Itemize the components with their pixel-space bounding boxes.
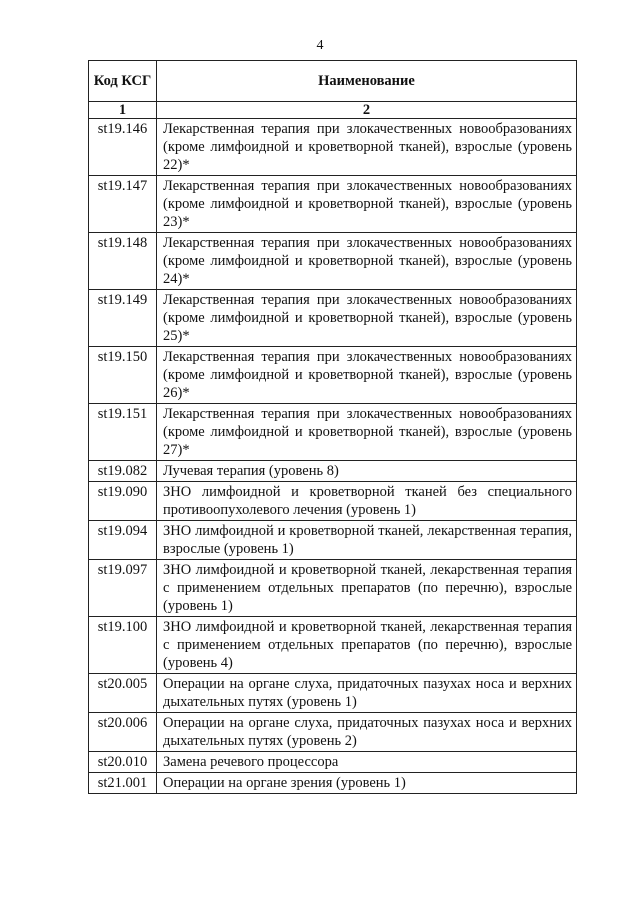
row-name: Операции на органе слуха, придаточных пазухах носа и верхних дыхательных путях (уровень 1) (157, 674, 577, 713)
row-name: ЗНО лимфоидной и кроветворной тканей, лекарственная терапия с применением отдельных препаратов (по перечню), взрослые (уровень 4) (157, 617, 577, 674)
column-number: 2 (157, 102, 577, 119)
table-row (89, 347, 577, 404)
row-name: Лекарственная терапия при злокачественных новообразованиях (кроме лимфоидной и кроветворной тканей), взрослые (уровень 25)* (157, 290, 577, 347)
table-row (89, 521, 577, 560)
row-name: Лекарственная терапия при злокачественных новообразованиях (кроме лимфоидной и кроветворной тканей), взрослые (уровень 22)* (157, 119, 577, 176)
row-code: st19.148 (89, 233, 157, 290)
row-code: st19.082 (89, 461, 157, 482)
table-row (89, 233, 577, 290)
row-name: Операции на органе слуха, придаточных пазухах носа и верхних дыхательных путях (уровень 2) (157, 713, 577, 752)
table-row (89, 617, 577, 674)
row-code: st19.150 (89, 347, 157, 404)
table-row (89, 674, 577, 713)
row-code: st19.146 (89, 119, 157, 176)
row-name: Лекарственная терапия при злокачественных новообразованиях (кроме лимфоидной и кроветворной тканей), взрослые (уровень 23)* (157, 176, 577, 233)
row-name: Лекарственная терапия при злокачественных новообразованиях (кроме лимфоидной и кроветворной тканей), взрослые (уровень 26)* (157, 347, 577, 404)
row-name: Лучевая терапия (уровень 8) (157, 461, 577, 482)
column-number: 1 (89, 102, 157, 119)
table-row (89, 176, 577, 233)
table-row (89, 290, 577, 347)
row-name: ЗНО лимфоидной и кроветворной тканей без специального противоопухолевого лечения (уровень 1) (157, 482, 577, 521)
row-name: ЗНО лимфоидной и кроветворной тканей, лекарственная терапия с применением отдельных препаратов (по перечню), взрослые (уровень 1) (157, 560, 577, 617)
table-row (89, 752, 577, 773)
row-code: st19.100 (89, 617, 157, 674)
row-code: st20.006 (89, 713, 157, 752)
row-code: st19.094 (89, 521, 157, 560)
page-number: 4 (316, 38, 324, 53)
table-header-row (89, 61, 577, 102)
table-row (89, 404, 577, 461)
table-row (89, 461, 577, 482)
table-row (89, 713, 577, 752)
header-name: Наименование (157, 61, 577, 102)
row-name: Лекарственная терапия при злокачественных новообразованиях (кроме лимфоидной и кроветворной тканей), взрослые (уровень 24)* (157, 233, 577, 290)
row-code: st20.010 (89, 752, 157, 773)
table-row (89, 773, 577, 794)
row-name: Лекарственная терапия при злокачественных новообразованиях (кроме лимфоидной и кроветворной тканей), взрослые (уровень 27)* (157, 404, 577, 461)
column-number-row (89, 102, 577, 119)
table-row (89, 482, 577, 521)
row-code: st19.097 (89, 560, 157, 617)
row-code: st19.151 (89, 404, 157, 461)
row-code: st19.149 (89, 290, 157, 347)
row-code: st20.005 (89, 674, 157, 713)
row-name: Операции на органе зрения (уровень 1) (157, 773, 577, 794)
header-code: Код КСГ (89, 61, 157, 102)
row-name: Замена речевого процессора (157, 752, 577, 773)
row-name: ЗНО лимфоидной и кроветворной тканей, лекарственная терапия, взрослые (уровень 1) (157, 521, 577, 560)
ksg-table (88, 60, 577, 794)
row-code: st19.090 (89, 482, 157, 521)
row-code: st19.147 (89, 176, 157, 233)
row-code: st21.001 (89, 773, 157, 794)
table-row (89, 560, 577, 617)
table-row (89, 119, 577, 176)
